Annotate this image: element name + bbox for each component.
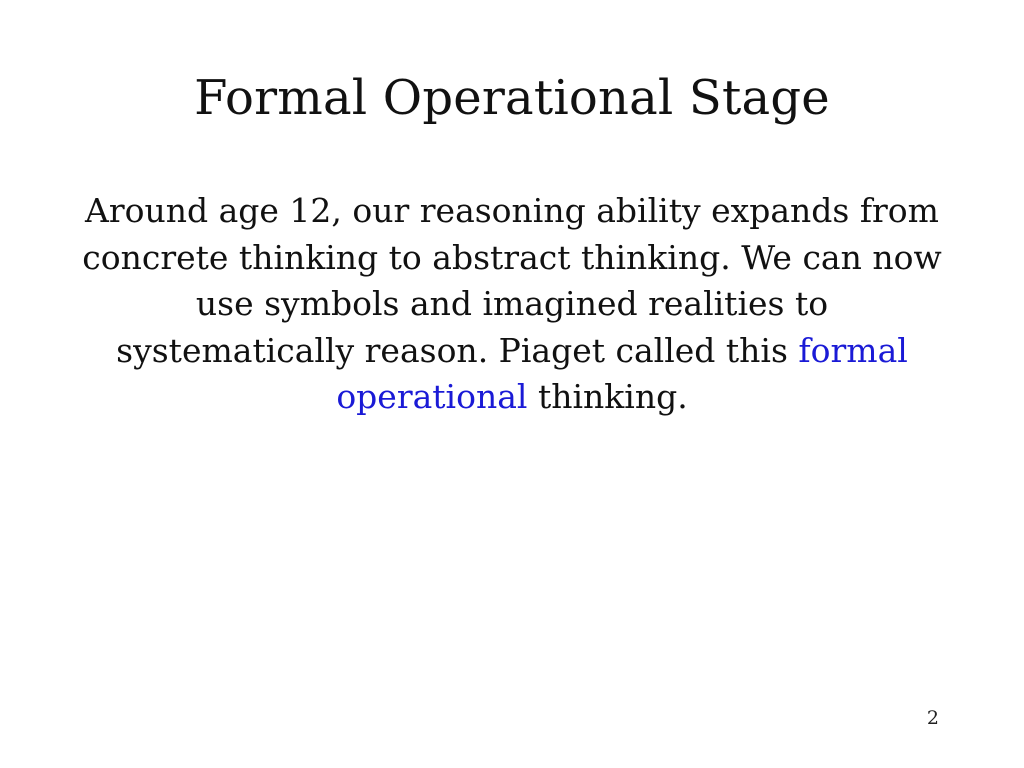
body-text-after: thinking. bbox=[527, 377, 688, 416]
slide-body-text bbox=[80, 188, 944, 421]
body-text-before: Around age 12, our reasoning ability expands from concrete thinking to abstract thinking. We can now use symbols and imagined realities to systematically reason. Piaget called this bbox=[82, 191, 942, 370]
highlighted-term: formal operational bbox=[336, 330, 908, 416]
slide-title: Formal Operational Stage bbox=[194, 70, 830, 126]
page-number: 2 bbox=[926, 707, 939, 729]
